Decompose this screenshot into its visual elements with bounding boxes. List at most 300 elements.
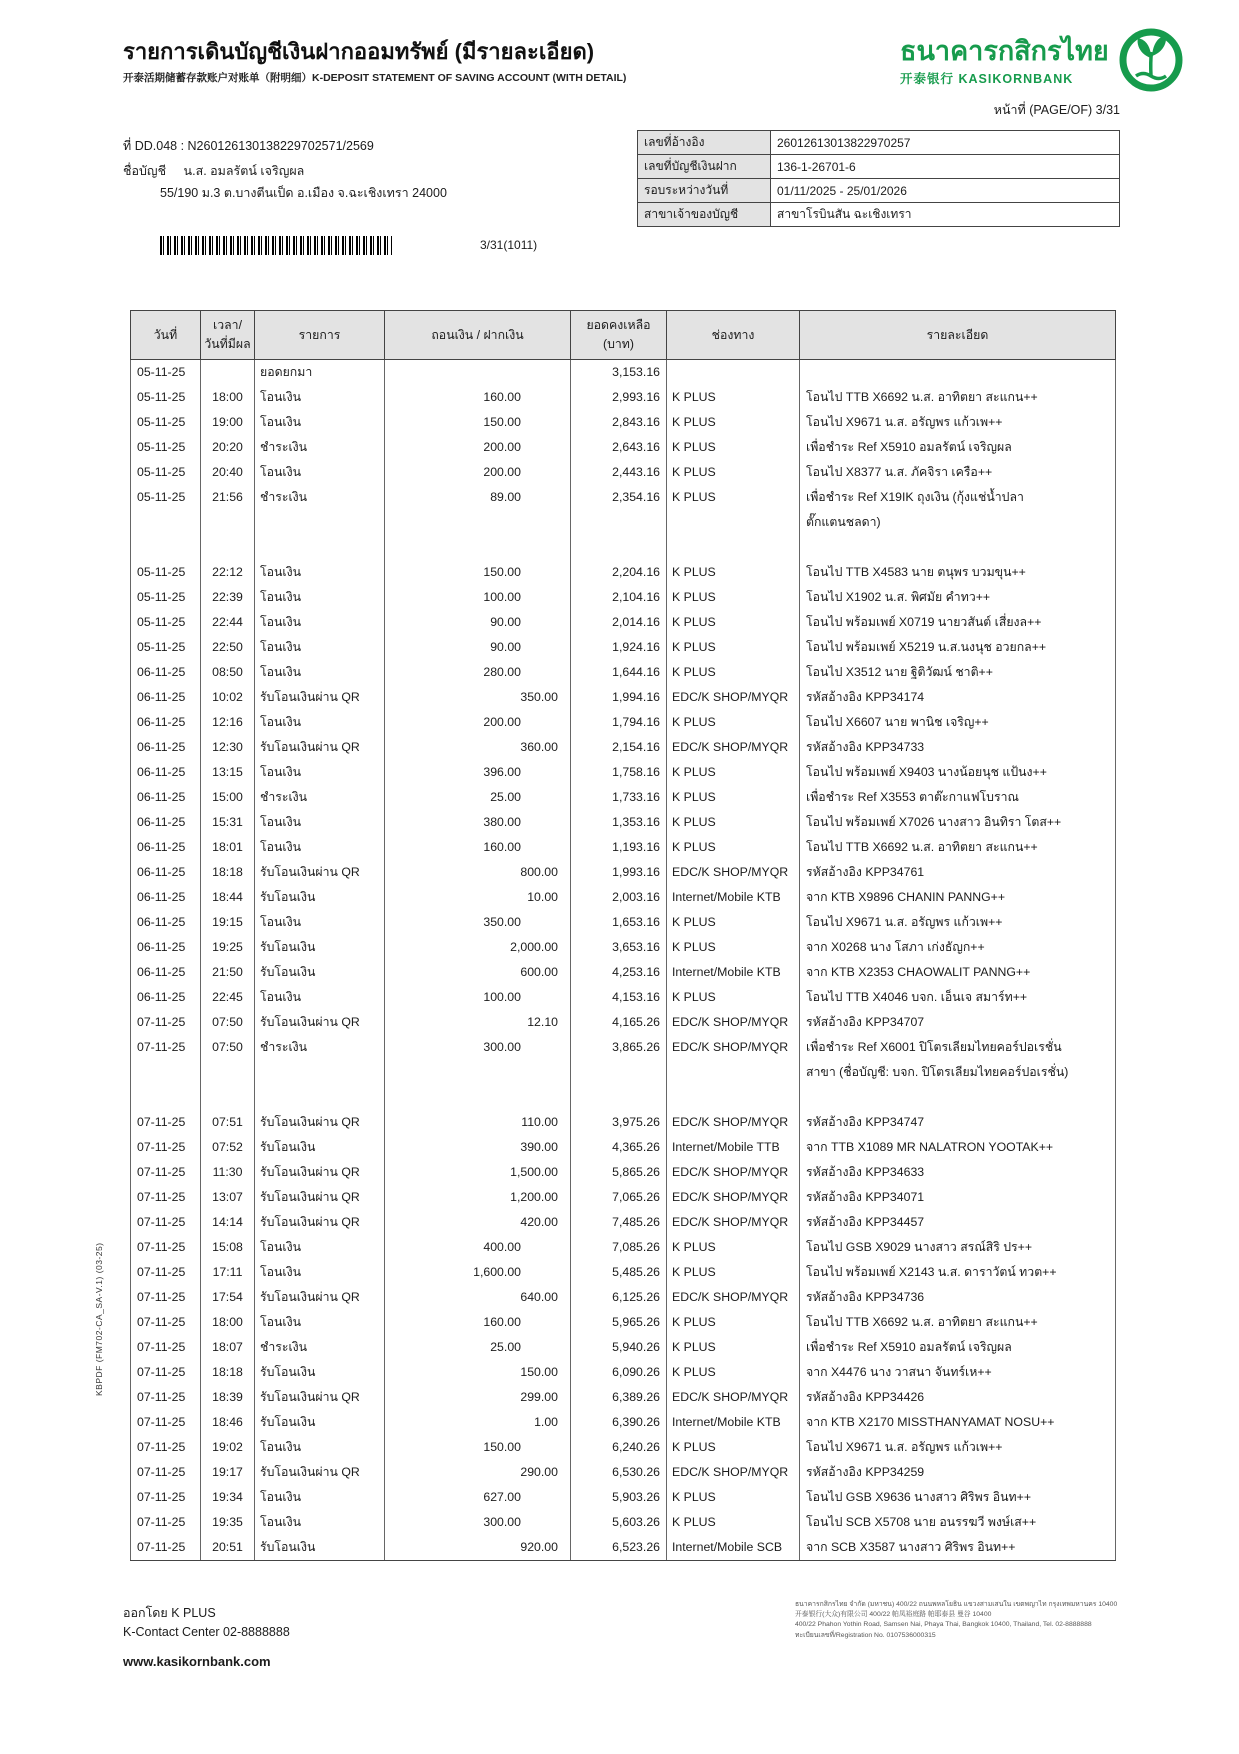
cell-balance: 5,485.26 xyxy=(571,1260,667,1285)
table-row xyxy=(131,560,1116,585)
column-header: ยอดคงเหลือ (บาท) xyxy=(571,311,667,360)
cell-detail: เพื่อชำระ Ref X5910 อมลรัตน์ เจริญผล xyxy=(800,435,1116,460)
cell-amount: 360.00 xyxy=(385,735,571,760)
cell-description: โอนเงิน xyxy=(255,1235,385,1260)
cell-date: 05-11-25 xyxy=(131,635,201,660)
cell-time: 22:50 xyxy=(201,635,255,660)
cell-channel: K PLUS xyxy=(667,1510,800,1535)
cell-detail: โอนไป TTB X4583 นาย ตนุพร บวมขุน++ xyxy=(800,560,1116,585)
account-name: น.ส. อมลรัตน์ เจริญผล xyxy=(183,164,305,178)
cell-amount: 600.00 xyxy=(385,960,571,985)
cell-detail: รหัสอ้างอิง KPP34733 xyxy=(800,735,1116,760)
cell-balance: 1,994.16 xyxy=(571,685,667,710)
cell-description: โอนเงิน xyxy=(255,810,385,835)
cell-date: 06-11-25 xyxy=(131,860,201,885)
cell-time xyxy=(201,360,255,386)
table-row xyxy=(131,1460,1116,1485)
cell-description: รับโอนเงิน xyxy=(255,935,385,960)
cell-balance: 3,975.26 xyxy=(571,1110,667,1135)
cell-balance: 4,153.16 xyxy=(571,985,667,1010)
cell-channel: K PLUS xyxy=(667,810,800,835)
cell-detail: รหัสอ้างอิง KPP34761 xyxy=(800,860,1116,885)
cell-date: 07-11-25 xyxy=(131,1310,201,1335)
cell-time: 14:14 xyxy=(201,1210,255,1235)
cell-amount: 1,200.00 xyxy=(385,1185,571,1210)
cell-detail: โอนไป พร้อมเพย์ X2143 น.ส. ดาราวัตน์ ทวต++ xyxy=(800,1260,1116,1285)
cell-description: รับโอนเงิน xyxy=(255,1135,385,1160)
cell-channel: K PLUS xyxy=(667,710,800,735)
cell-balance: 6,240.26 xyxy=(571,1435,667,1460)
cell-channel: EDC/K SHOP/MYQR xyxy=(667,1185,800,1210)
cell-balance: 3,865.26 xyxy=(571,1035,667,1110)
cell-amount: 920.00 xyxy=(385,1535,571,1561)
table-row xyxy=(131,360,1116,386)
cell-description: โอนเงิน xyxy=(255,410,385,435)
table-row xyxy=(131,810,1116,835)
cell-amount: 300.00 xyxy=(385,1510,571,1535)
cell-time: 15:31 xyxy=(201,810,255,835)
info-label: เลขที่อ้างอิง xyxy=(638,131,771,155)
transactions-table xyxy=(130,310,1116,1561)
table-row xyxy=(131,1435,1116,1460)
cell-description: ชำระเงิน xyxy=(255,485,385,560)
cell-balance: 1,993.16 xyxy=(571,860,667,885)
cell-time: 21:50 xyxy=(201,960,255,985)
table-row xyxy=(131,635,1116,660)
cell-description: โอนเงิน xyxy=(255,710,385,735)
cell-channel: EDC/K SHOP/MYQR xyxy=(667,1010,800,1035)
cell-detail: เพื่อชำระ Ref X3553 ตาต๊ะกาแฟโบราณ xyxy=(800,785,1116,810)
kbank-sprout-icon xyxy=(1119,28,1183,97)
cell-detail: โอนไป TTB X4046 บจก. เอ็นเจ สมาร์ท++ xyxy=(800,985,1116,1010)
table-row xyxy=(131,1035,1116,1110)
info-row xyxy=(638,179,1120,203)
cell-balance: 1,644.16 xyxy=(571,660,667,685)
cell-description: รับโอนเงินผ่าน QR xyxy=(255,860,385,885)
cell-amount: 200.00 xyxy=(385,710,571,735)
cell-date: 06-11-25 xyxy=(131,710,201,735)
cell-channel: K PLUS xyxy=(667,560,800,585)
cell-amount: 396.00 xyxy=(385,760,571,785)
cell-detail xyxy=(800,360,1116,386)
cell-description: โอนเงิน xyxy=(255,1485,385,1510)
cell-amount: 100.00 xyxy=(385,985,571,1010)
table-row xyxy=(131,460,1116,485)
table-row xyxy=(131,860,1116,885)
cell-amount: 280.00 xyxy=(385,660,571,685)
cell-time: 15:08 xyxy=(201,1235,255,1260)
cell-date: 06-11-25 xyxy=(131,910,201,935)
cell-description: โอนเงิน xyxy=(255,635,385,660)
cell-date: 07-11-25 xyxy=(131,1185,201,1210)
cell-amount: 800.00 xyxy=(385,860,571,885)
cell-date: 06-11-25 xyxy=(131,810,201,835)
cell-time: 20:20 xyxy=(201,435,255,460)
table-row xyxy=(131,1510,1116,1535)
cell-balance: 2,204.16 xyxy=(571,560,667,585)
cell-amount: 350.00 xyxy=(385,910,571,935)
table-row xyxy=(131,710,1116,735)
cell-amount: 160.00 xyxy=(385,1310,571,1335)
cell-channel: K PLUS xyxy=(667,910,800,935)
cell-amount: 160.00 xyxy=(385,835,571,860)
table-row xyxy=(131,410,1116,435)
table-row xyxy=(131,1410,1116,1435)
cell-channel: Internet/Mobile KTB xyxy=(667,1410,800,1435)
account-name-label: ชื่อบัญชี xyxy=(123,164,167,178)
cell-amount: 10.00 xyxy=(385,885,571,910)
footer-contact: K-Contact Center 02-8888888 xyxy=(123,1624,290,1639)
cell-balance: 4,253.16 xyxy=(571,960,667,985)
cell-detail: เพื่อชำระ Ref X6001 ปิโตรเลียมไทยคอร์ปอเรชั่น สาขา (ชื่อบัญชี: บจก. ปิโตรเลียมไทยคอร์ปอเรชั่น) xyxy=(800,1035,1116,1110)
cell-detail: จาก KTB X2170 MISSTHANYAMAT NOSU++ xyxy=(800,1410,1116,1435)
cell-time: 12:30 xyxy=(201,735,255,760)
cell-channel: EDC/K SHOP/MYQR xyxy=(667,860,800,885)
cell-time: 18:07 xyxy=(201,1335,255,1360)
info-value: 01/11/2025 - 25/01/2026 xyxy=(771,179,1120,203)
info-row xyxy=(638,131,1120,155)
cell-balance: 6,389.26 xyxy=(571,1385,667,1410)
cell-detail: โอนไป GSB X9636 นางสาว ศิริพร อินท++ xyxy=(800,1485,1116,1510)
cell-date: 05-11-25 xyxy=(131,485,201,560)
table-header-row xyxy=(131,311,1116,360)
cell-description: โอนเงิน xyxy=(255,1260,385,1285)
cell-time: 18:18 xyxy=(201,860,255,885)
cell-channel: K PLUS xyxy=(667,835,800,860)
cell-amount: 627.00 xyxy=(385,1485,571,1510)
table-row xyxy=(131,1135,1116,1160)
cell-date: 07-11-25 xyxy=(131,1335,201,1360)
info-value: สาขาโรบินสัน ฉะเชิงเทรา xyxy=(771,203,1120,227)
cell-channel: EDC/K SHOP/MYQR xyxy=(667,735,800,760)
cell-date: 05-11-25 xyxy=(131,360,201,386)
cell-detail: เพื่อชำระ Ref X19IK ถุงเงิน (กุ้งแช่น้ำปลา ตั๊กแตนชลดา) xyxy=(800,485,1116,560)
cell-balance: 5,603.26 xyxy=(571,1510,667,1535)
cell-balance: 5,940.26 xyxy=(571,1335,667,1360)
column-header: เวลา/ วันที่มีผล xyxy=(201,311,255,360)
cell-description: รับโอนเงินผ่าน QR xyxy=(255,1110,385,1135)
cell-channel: K PLUS xyxy=(667,1335,800,1360)
cell-channel: K PLUS xyxy=(667,785,800,810)
barcode xyxy=(160,236,392,255)
cell-detail: โอนไป X9671 น.ส. อรัญพร แก้วเพ++ xyxy=(800,410,1116,435)
document-number: ที่ DD.048 : N260126130138229702571/2569 xyxy=(123,139,374,153)
cell-balance: 7,085.26 xyxy=(571,1235,667,1260)
info-label: สาขาเจ้าของบัญชี xyxy=(638,203,771,227)
cell-time: 13:15 xyxy=(201,760,255,785)
table-row xyxy=(131,610,1116,635)
cell-detail: รหัสอ้างอิง KPP34174 xyxy=(800,685,1116,710)
cell-date: 07-11-25 xyxy=(131,1235,201,1260)
cell-balance: 2,843.16 xyxy=(571,410,667,435)
cell-time: 19:34 xyxy=(201,1485,255,1510)
cell-amount: 390.00 xyxy=(385,1135,571,1160)
cell-channel: K PLUS xyxy=(667,610,800,635)
cell-balance: 2,154.16 xyxy=(571,735,667,760)
cell-description: โอนเงิน xyxy=(255,660,385,685)
cell-date: 07-11-25 xyxy=(131,1485,201,1510)
cell-date: 05-11-25 xyxy=(131,585,201,610)
cell-date: 05-11-25 xyxy=(131,610,201,635)
cell-description: โอนเงิน xyxy=(255,610,385,635)
cell-time: 18:44 xyxy=(201,885,255,910)
cell-detail: โอนไป TTB X6692 น.ส. อาทิตยา สะแกน++ xyxy=(800,385,1116,410)
table-row xyxy=(131,435,1116,460)
page-title: รายการเดินบัญชีเงินฝากออมทรัพย์ (มีรายละเอียด) xyxy=(123,39,595,64)
cell-balance: 7,065.26 xyxy=(571,1185,667,1210)
footer-issued-by: ออกโดย K PLUS xyxy=(123,1606,216,1620)
cell-time: 07:51 xyxy=(201,1110,255,1135)
cell-detail: โอนไป X6607 นาย พานิช เจริญ++ xyxy=(800,710,1116,735)
cell-date: 06-11-25 xyxy=(131,885,201,910)
cell-detail: โอนไป X1902 น.ส. พิศมัย คำทว++ xyxy=(800,585,1116,610)
cell-channel: EDC/K SHOP/MYQR xyxy=(667,1385,800,1410)
cell-description: ยอดยกมา xyxy=(255,360,385,386)
cell-detail: โอนไป พร้อมเพย์ X7026 นางสาว อินทิรา โตส++ xyxy=(800,810,1116,835)
cell-description: โอนเงิน xyxy=(255,1435,385,1460)
table-row xyxy=(131,885,1116,910)
cell-balance: 6,530.26 xyxy=(571,1460,667,1485)
cell-date: 07-11-25 xyxy=(131,1260,201,1285)
cell-amount: 12.10 xyxy=(385,1010,571,1035)
cell-amount: 350.00 xyxy=(385,685,571,710)
page-number: หน้าที่ (PAGE/OF) 3/31 xyxy=(993,103,1120,117)
table-row xyxy=(131,1010,1116,1035)
cell-detail: รหัสอ้างอิง KPP34633 xyxy=(800,1160,1116,1185)
cell-amount: 89.00 xyxy=(385,485,571,560)
cell-time: 10:02 xyxy=(201,685,255,710)
cell-date: 07-11-25 xyxy=(131,1110,201,1135)
column-header: รายการ xyxy=(255,311,385,360)
cell-balance: 1,794.16 xyxy=(571,710,667,735)
cell-amount: 160.00 xyxy=(385,385,571,410)
cell-description: รับโอนเงินผ่าน QR xyxy=(255,1460,385,1485)
cell-channel: K PLUS xyxy=(667,410,800,435)
cell-description: ชำระเงิน xyxy=(255,1335,385,1360)
cell-time: 22:44 xyxy=(201,610,255,635)
table-row xyxy=(131,1485,1116,1510)
cell-amount: 100.00 xyxy=(385,585,571,610)
account-name-line xyxy=(123,161,304,181)
cell-description: รับโอนเงินผ่าน QR xyxy=(255,1385,385,1410)
cell-description: โอนเงิน xyxy=(255,560,385,585)
cell-time: 13:07 xyxy=(201,1185,255,1210)
cell-description: โอนเงิน xyxy=(255,1510,385,1535)
table-row xyxy=(131,935,1116,960)
cell-date: 06-11-25 xyxy=(131,985,201,1010)
table-row xyxy=(131,785,1116,810)
cell-date: 05-11-25 xyxy=(131,460,201,485)
cell-amount: 400.00 xyxy=(385,1235,571,1260)
cell-detail: โอนไป TTB X6692 น.ส. อาทิตยา สะแกน++ xyxy=(800,1310,1116,1335)
info-value: 26012613013822970257 xyxy=(771,131,1120,155)
barcode-page-label: 3/31(1011) xyxy=(480,238,538,252)
cell-description: โอนเงิน xyxy=(255,385,385,410)
cell-date: 06-11-25 xyxy=(131,935,201,960)
table-row xyxy=(131,1335,1116,1360)
column-header: ถอนเงิน / ฝากเงิน xyxy=(385,311,571,360)
table-row xyxy=(131,1235,1116,1260)
cell-detail: จาก KTB X9896 CHANIN PANNG++ xyxy=(800,885,1116,910)
cell-amount: 420.00 xyxy=(385,1210,571,1235)
cell-balance: 5,903.26 xyxy=(571,1485,667,1510)
cell-amount: 200.00 xyxy=(385,435,571,460)
cell-channel: EDC/K SHOP/MYQR xyxy=(667,1460,800,1485)
cell-channel: K PLUS xyxy=(667,985,800,1010)
table-row xyxy=(131,735,1116,760)
column-header: ช่องทาง xyxy=(667,311,800,360)
cell-date: 05-11-25 xyxy=(131,410,201,435)
cell-balance: 3,653.16 xyxy=(571,935,667,960)
cell-balance: 2,014.16 xyxy=(571,610,667,635)
cell-date: 07-11-25 xyxy=(131,1210,201,1235)
cell-channel: Internet/Mobile TTB xyxy=(667,1135,800,1160)
cell-amount: 150.00 xyxy=(385,1360,571,1385)
page-subtitle: 开泰活期储蓄存款账户对账单（附明细）K-DEPOSIT STATEMENT OF SAVING ACCOUNT (WITH DETAIL) xyxy=(123,72,627,84)
cell-balance: 6,090.26 xyxy=(571,1360,667,1385)
bank-name-intl: 开泰银行 KASIKORNBANK xyxy=(900,72,1074,86)
cell-date: 05-11-25 xyxy=(131,385,201,410)
table-row xyxy=(131,1385,1116,1410)
cell-balance: 4,365.26 xyxy=(571,1135,667,1160)
cell-balance: 1,193.16 xyxy=(571,835,667,860)
cell-channel: K PLUS xyxy=(667,935,800,960)
cell-description: รับโอนเงิน xyxy=(255,885,385,910)
column-header: รายละเอียด xyxy=(800,311,1116,360)
cell-description: โอนเงิน xyxy=(255,910,385,935)
table-row xyxy=(131,1160,1116,1185)
cell-description: โอนเงิน xyxy=(255,460,385,485)
cell-channel: K PLUS xyxy=(667,385,800,410)
cell-detail: จาก KTB X2353 CHAOWALIT PANNG++ xyxy=(800,960,1116,985)
table-row xyxy=(131,910,1116,935)
cell-amount: 299.00 xyxy=(385,1385,571,1410)
cell-balance: 5,865.26 xyxy=(571,1160,667,1185)
cell-channel: K PLUS xyxy=(667,460,800,485)
cell-channel: K PLUS xyxy=(667,485,800,560)
cell-time: 12:16 xyxy=(201,710,255,735)
cell-channel: EDC/K SHOP/MYQR xyxy=(667,685,800,710)
footer-left xyxy=(123,1604,290,1671)
cell-channel: K PLUS xyxy=(667,1360,800,1385)
cell-balance: 6,523.26 xyxy=(571,1535,667,1561)
cell-amount: 1,500.00 xyxy=(385,1160,571,1185)
cell-amount: 150.00 xyxy=(385,1435,571,1460)
cell-description: ชำระเงิน xyxy=(255,785,385,810)
cell-balance: 2,993.16 xyxy=(571,385,667,410)
cell-description: โอนเงิน xyxy=(255,985,385,1010)
cell-description: โอนเงิน xyxy=(255,835,385,860)
cell-detail: โอนไป X9671 น.ส. อรัญพร แก้วเพ++ xyxy=(800,1435,1116,1460)
cell-description: รับโอนเงิน xyxy=(255,1535,385,1561)
cell-amount: 290.00 xyxy=(385,1460,571,1485)
cell-balance: 2,443.16 xyxy=(571,460,667,485)
cell-balance: 4,165.26 xyxy=(571,1010,667,1035)
table-row xyxy=(131,385,1116,410)
cell-time: 08:50 xyxy=(201,660,255,685)
info-value: 136-1-26701-6 xyxy=(771,155,1120,179)
cell-date: 07-11-25 xyxy=(131,1385,201,1410)
cell-time: 18:39 xyxy=(201,1385,255,1410)
cell-amount: 200.00 xyxy=(385,460,571,485)
cell-date: 05-11-25 xyxy=(131,560,201,585)
cell-balance: 1,733.16 xyxy=(571,785,667,810)
transactions-body xyxy=(131,360,1116,1561)
cell-channel xyxy=(667,360,800,386)
table-row xyxy=(131,685,1116,710)
cell-detail: รหัสอ้างอิง KPP34736 xyxy=(800,1285,1116,1310)
table-row xyxy=(131,1285,1116,1310)
cell-time: 22:45 xyxy=(201,985,255,1010)
table-row xyxy=(131,960,1116,985)
cell-detail: โอนไป พร้อมเพย์ X9403 นางน้อยนุช แป้นง++ xyxy=(800,760,1116,785)
cell-time: 22:12 xyxy=(201,560,255,585)
cell-balance: 2,003.16 xyxy=(571,885,667,910)
cell-description: รับโอนเงินผ่าน QR xyxy=(255,1185,385,1210)
cell-time: 20:40 xyxy=(201,460,255,485)
cell-detail: โอนไป X3512 นาย ฐิติวัฒน์ ชาติ++ xyxy=(800,660,1116,685)
cell-balance: 1,653.16 xyxy=(571,910,667,935)
cell-detail: รหัสอ้างอิง KPP34426 xyxy=(800,1385,1116,1410)
cell-detail: จาก X4476 นาง วาสนา จันทร์เห++ xyxy=(800,1360,1116,1385)
info-row xyxy=(638,155,1120,179)
cell-time: 19:15 xyxy=(201,910,255,935)
cell-detail: จาก TTB X1089 MR NALATRON YOOTAK++ xyxy=(800,1135,1116,1160)
cell-time: 19:00 xyxy=(201,410,255,435)
table-row xyxy=(131,660,1116,685)
cell-amount: 25.00 xyxy=(385,785,571,810)
info-row xyxy=(638,203,1120,227)
cell-date: 06-11-25 xyxy=(131,785,201,810)
table-row xyxy=(131,1260,1116,1285)
cell-channel: EDC/K SHOP/MYQR xyxy=(667,1285,800,1310)
cell-balance: 3,153.16 xyxy=(571,360,667,386)
cell-balance: 1,924.16 xyxy=(571,635,667,660)
cell-description: รับโอนเงินผ่าน QR xyxy=(255,1210,385,1235)
cell-time: 17:54 xyxy=(201,1285,255,1310)
cell-time: 18:00 xyxy=(201,1310,255,1335)
cell-date: 07-11-25 xyxy=(131,1135,201,1160)
cell-channel: K PLUS xyxy=(667,435,800,460)
cell-detail: โอนไป X9671 น.ส. อรัญพร แก้วเพ++ xyxy=(800,910,1116,935)
cell-date: 07-11-25 xyxy=(131,1435,201,1460)
cell-time: 15:00 xyxy=(201,785,255,810)
cell-channel: K PLUS xyxy=(667,635,800,660)
cell-amount: 380.00 xyxy=(385,810,571,835)
cell-description: รับโอนเงินผ่าน QR xyxy=(255,685,385,710)
cell-balance: 2,104.16 xyxy=(571,585,667,610)
cell-channel: EDC/K SHOP/MYQR xyxy=(667,1160,800,1185)
cell-channel: K PLUS xyxy=(667,1485,800,1510)
cell-amount xyxy=(385,360,571,386)
cell-date: 07-11-25 xyxy=(131,1410,201,1435)
cell-amount: 150.00 xyxy=(385,410,571,435)
table-row xyxy=(131,1210,1116,1235)
cell-description: โอนเงิน xyxy=(255,585,385,610)
cell-time: 19:17 xyxy=(201,1460,255,1485)
cell-balance: 6,390.26 xyxy=(571,1410,667,1435)
cell-balance: 7,485.26 xyxy=(571,1210,667,1235)
cell-date: 07-11-25 xyxy=(131,1160,201,1185)
cell-date: 06-11-25 xyxy=(131,735,201,760)
cell-date: 06-11-25 xyxy=(131,685,201,710)
cell-amount: 1.00 xyxy=(385,1410,571,1435)
cell-amount: 150.00 xyxy=(385,560,571,585)
cell-date: 05-11-25 xyxy=(131,435,201,460)
cell-time: 20:51 xyxy=(201,1535,255,1561)
cell-channel: K PLUS xyxy=(667,1235,800,1260)
cell-channel: Internet/Mobile KTB xyxy=(667,960,800,985)
